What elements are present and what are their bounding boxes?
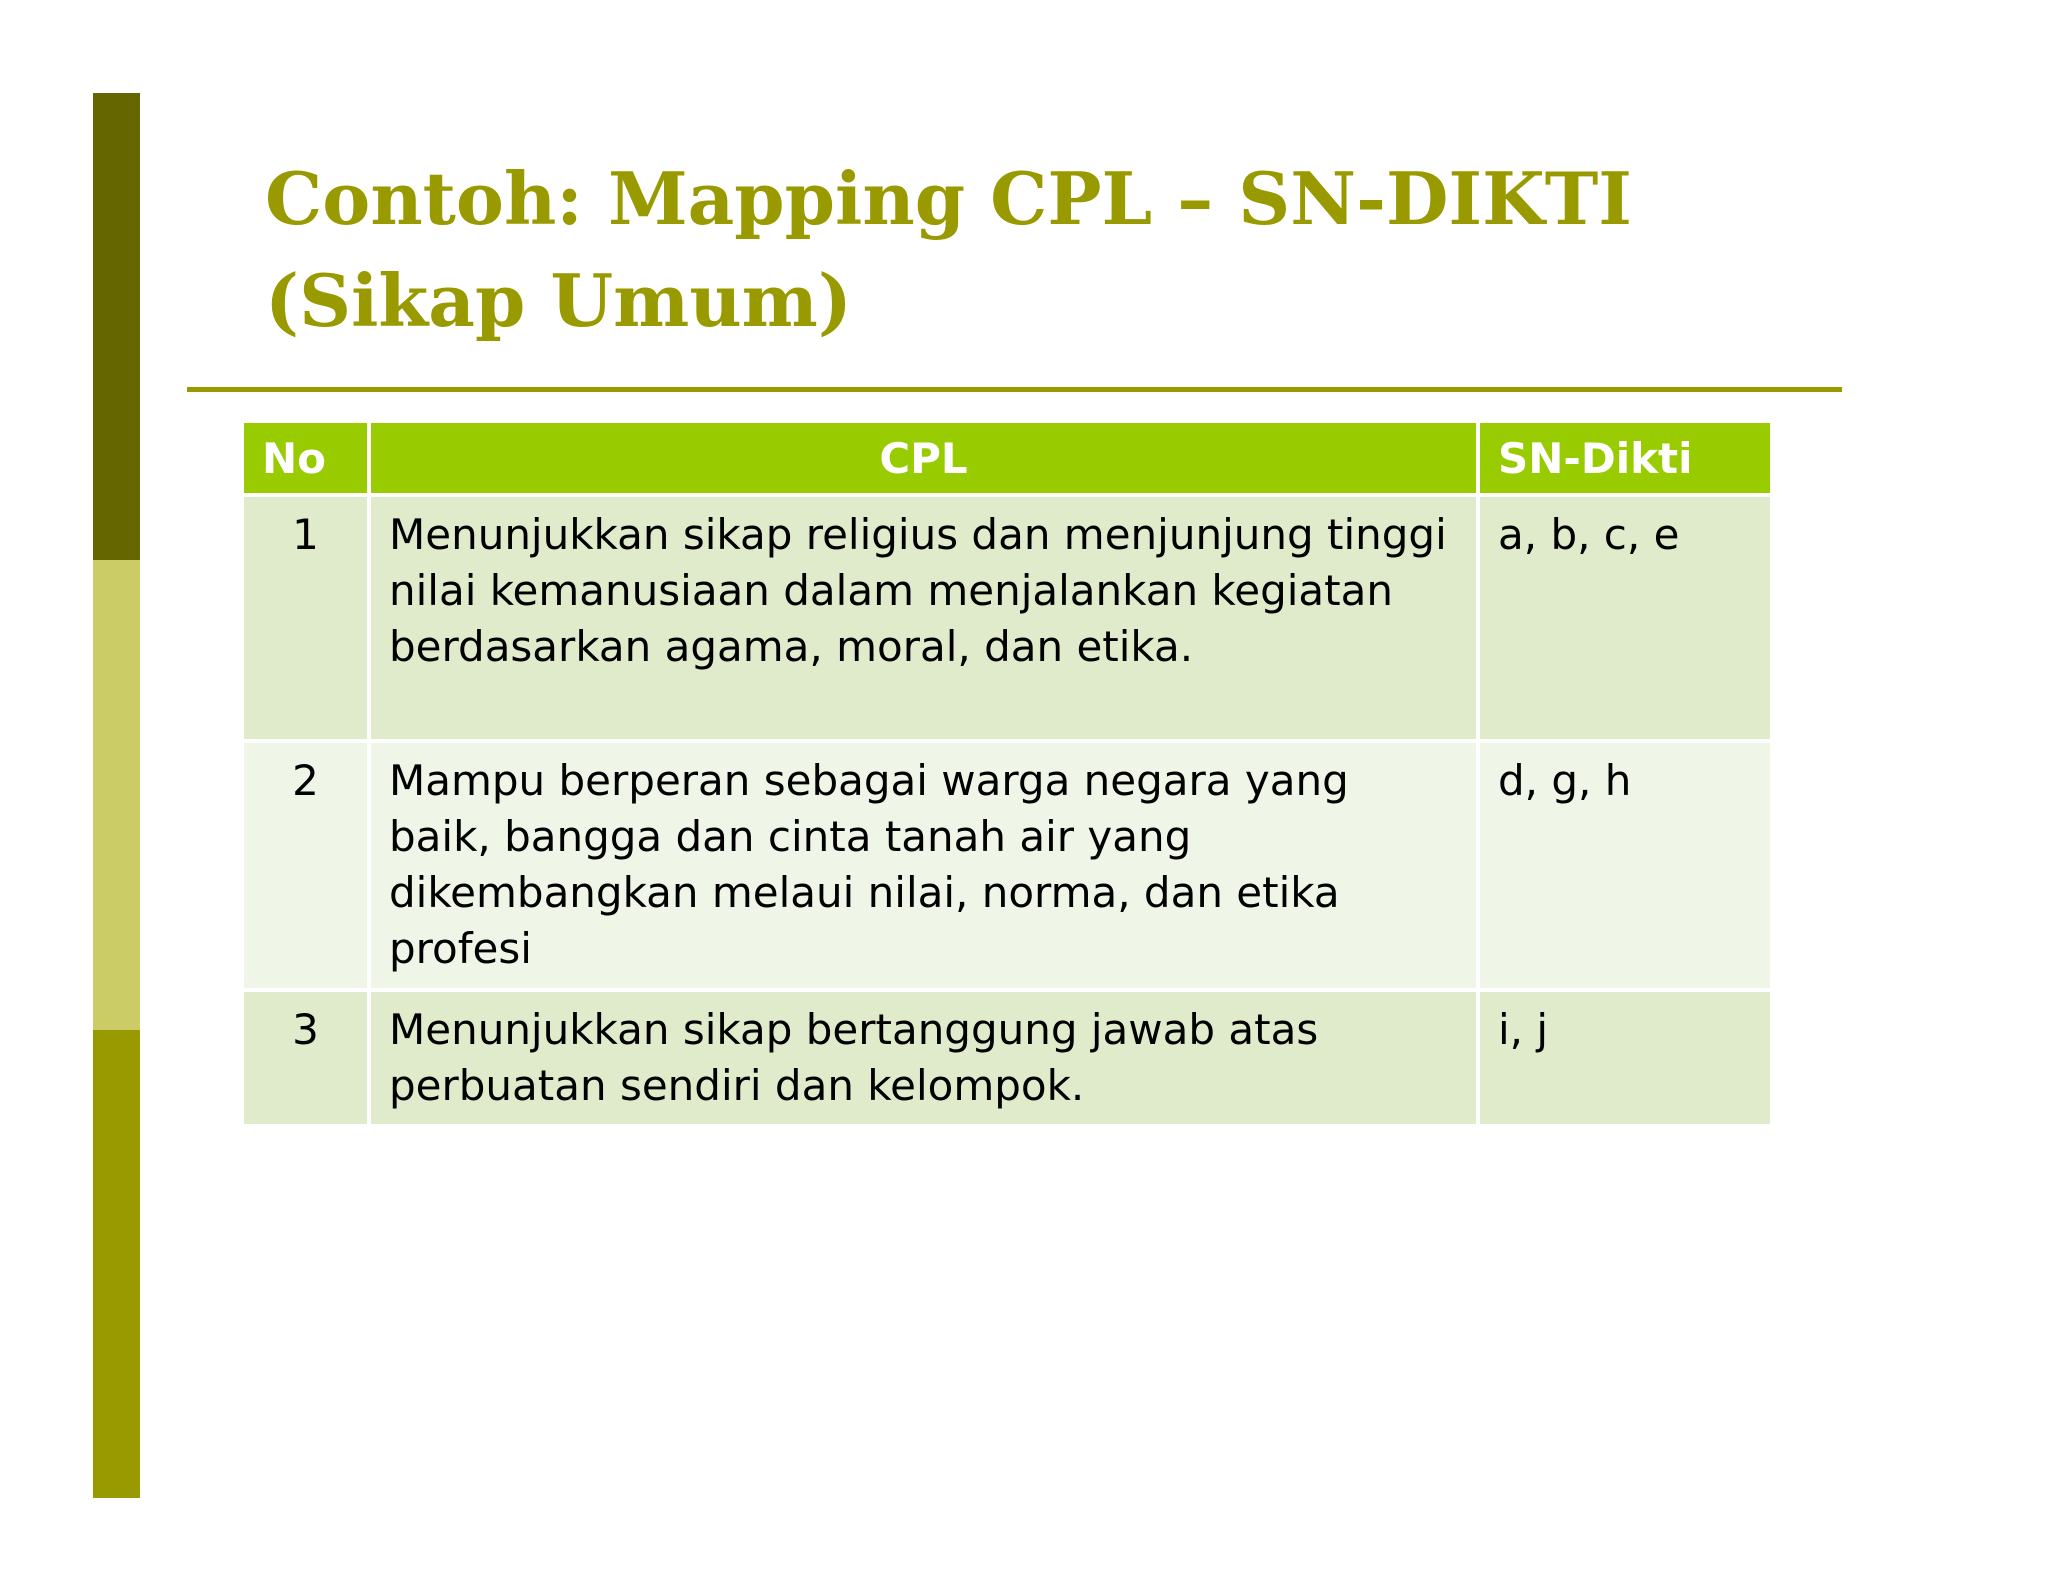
cell-no: 1	[244, 497, 367, 739]
cell-sn-dikti: d, g, h	[1480, 743, 1770, 988]
side-bar-olive-segment	[93, 1030, 140, 1498]
slide-title: Contoh: Mapping CPL – SN-DIKTI (Sikap Umum)	[265, 156, 1632, 343]
side-bar-dark-segment	[93, 93, 140, 560]
title-divider	[187, 387, 1842, 392]
table-row	[244, 743, 1770, 988]
cell-cpl: Menunjukkan sikap religius dan menjunjung tinggi nilai kemanusiaan dalam menjalankan kegiatan berdasarkan agama, moral, dan etika.	[371, 497, 1476, 739]
header-no: No	[244, 423, 367, 493]
header-sn-dikti: SN-Dikti	[1480, 423, 1770, 493]
table-row	[244, 992, 1770, 1124]
cell-sn-dikti: a, b, c, e	[1480, 497, 1770, 739]
cell-cpl: Mampu berperan sebagai warga negara yang baik, bangga dan cinta tanah air yang dikembangkan melaui nilai, norma, dan etika profesi	[371, 743, 1476, 988]
cell-cpl: Menunjukkan sikap bertanggung jawab atas perbuatan sendiri dan kelompok.	[371, 992, 1476, 1124]
cell-no: 3	[244, 992, 367, 1124]
mapping-table	[240, 419, 1774, 1128]
cell-no: 2	[244, 743, 367, 988]
cell-sn-dikti: i, j	[1480, 992, 1770, 1124]
side-bar-light-segment	[93, 560, 140, 1030]
table-header-row	[244, 423, 1770, 493]
table-row	[244, 497, 1770, 739]
header-cpl: CPL	[371, 423, 1476, 493]
